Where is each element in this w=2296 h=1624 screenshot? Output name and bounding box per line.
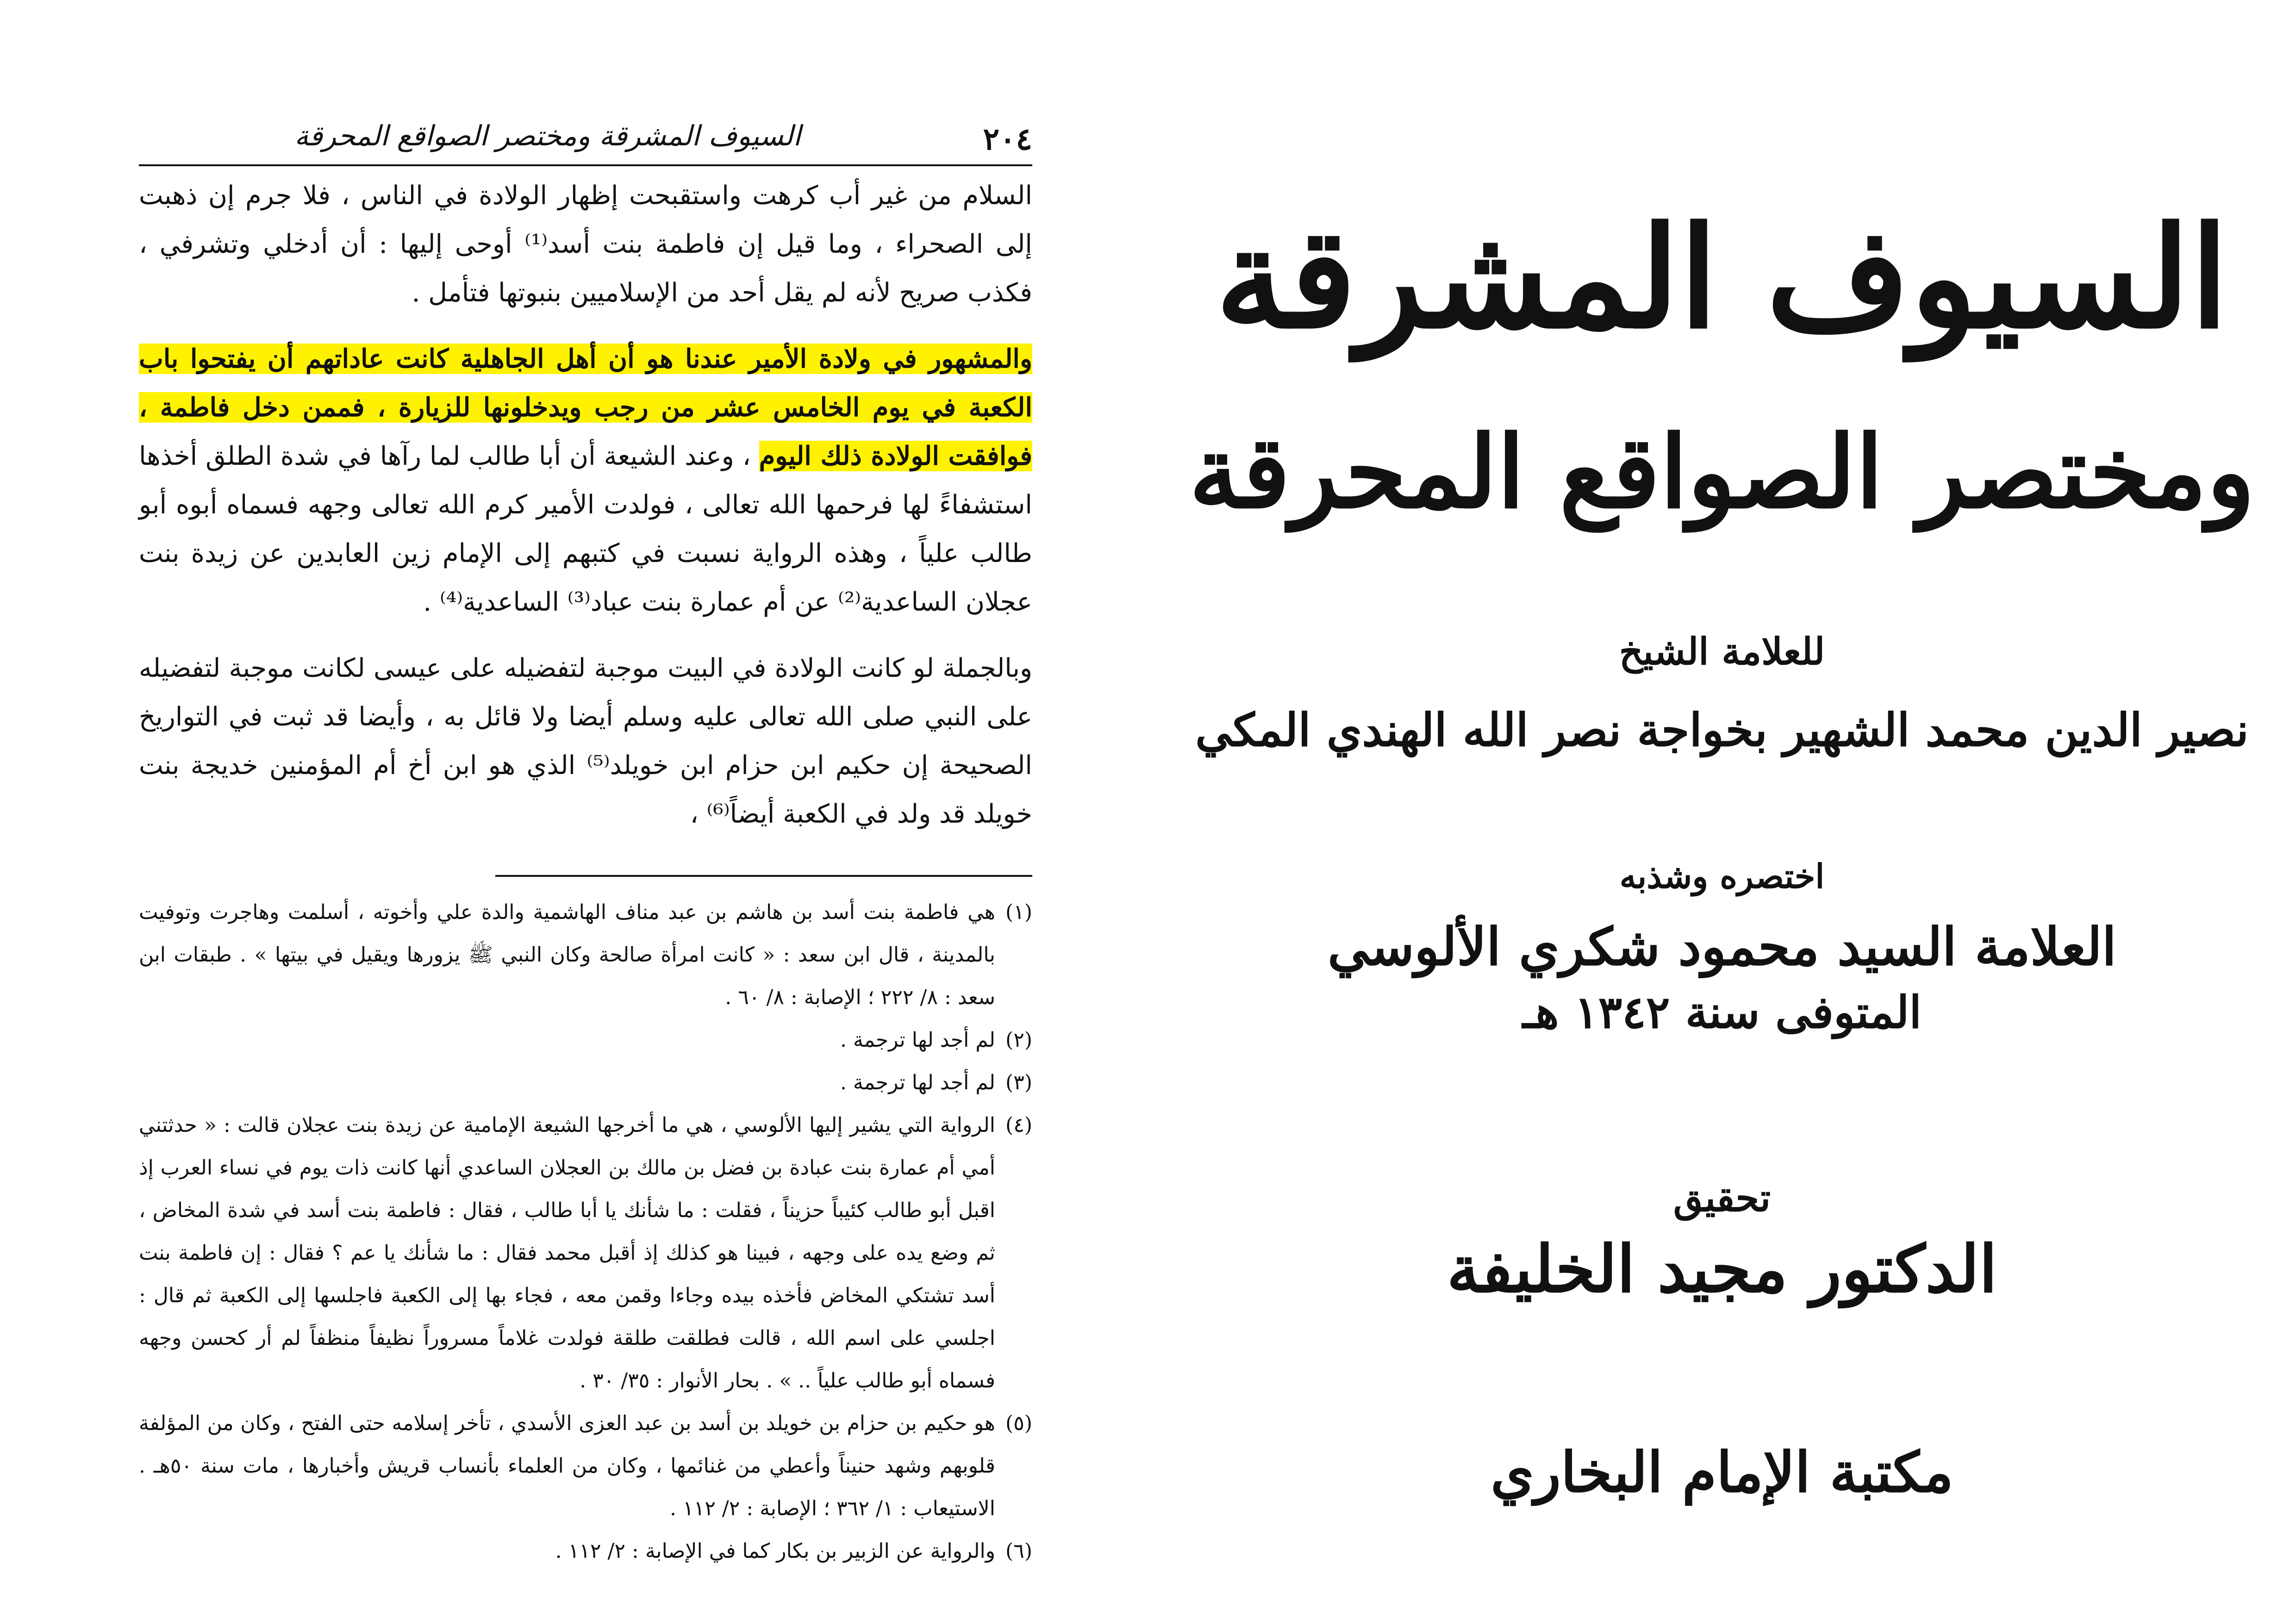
running-head (139, 118, 1032, 166)
page-number: ٢٠٤ (983, 121, 1032, 157)
footnote-number: (٥) (1005, 1412, 1032, 1435)
footnote (139, 1104, 1032, 1402)
author-intro: للعلامة الشيخ (1619, 630, 1825, 673)
paragraph-2-rest: ، وعند الشيعة أن أبا طالب لما رآها في شدة الطلق أخذها استشفاءً لها فرحمها الله تعالى ، فولدت الأمير كرم الله تعالى وجهه فسماه أبوه أبو طالب علياً ، وهذه الرواية نسبت في كتبهم إلى الإمام زين العابدين عن زيدة بنت عجلان الساعدية⁽²⁾ عن أم عمارة بنت عباد⁽³⁾ الساعدية⁽⁴⁾ . (139, 441, 1033, 617)
footnote-text: هو حكيم بن حزام بن خويلد بن أسد بن عبد العزى الأسدي ، تأخر إسلامه حتى الفتح ، وكان من المؤلفة قلوبهم وشهد حنيناً وأعطي من غنائمها ، وكان من العلماء بأنساب قريش وأخبارها ، مات سنة ٥٠هـ . الاستيعاب : ١/ ٣٦٢ ؛ الإصابة : ٢/ ١١٢ . (139, 1412, 995, 1520)
footnote-number: (٤) (1005, 1113, 1032, 1137)
footnote-divider (495, 875, 1032, 877)
title-page (1148, 0, 2296, 1624)
main-text (139, 171, 1032, 838)
footnote-number: (٣) (1005, 1071, 1032, 1094)
footnote-number: (٢) (1005, 1028, 1032, 1052)
footnote-number: (٦) (1005, 1539, 1032, 1563)
footnote (139, 1530, 1032, 1573)
running-title: السيوف المشرقة ومختصر الصواقع المحرقة (294, 120, 801, 152)
footnotes (139, 891, 1032, 1573)
footnote (139, 1019, 1032, 1062)
footnote-text: لم أجد لها ترجمة . (840, 1028, 995, 1052)
footnote (139, 891, 1032, 1019)
abridged-by-label: اختصره وشذبه (1619, 856, 1825, 896)
editor-name: الدكتور مجيد الخليفة (1447, 1231, 1997, 1307)
footnote-text: والرواية عن الزبير بن بكار كما في الإصابة : ٢/ ١١٢ . (555, 1539, 995, 1563)
footnote (139, 1402, 1032, 1530)
footnote-text: لم أجد لها ترجمة . (840, 1071, 995, 1094)
footnote-text: هي فاطمة بنت أسد بن هاشم بن عبد مناف الهاشمية والدة علي وأخوته ، أسلمت وهاجرت وتوفيت بالمدينة ، قال ابن سعد : « كانت امرأة صالحة وكان النبي ﷺ يزورها ويقيل في بيتها » . طبقات ابن سعد : ٨/ ٢٢٢ ؛ الإصابة : ٨/ ٦٠ . (139, 900, 995, 1009)
footnote-number: (١) (1005, 900, 1032, 924)
footnote-text: الرواية التي يشير إليها الألوسي ، هي ما أخرجها الشيعة الإمامية عن زيدة بنت عجلان قالت : « حدثتني أمي أم عمارة بنت عبادة بن فضل بن مالك بن العجلان الساعدي أنها كانت ذات يوم في نساء العرب إذ اقبل أبو طالب كئيباً حزيناً ، فقلت : ما شأنك يا أبا طالب ، فقال : فاطمة بنت أسد في شدة المخاض ، ثم وضع يده على وجهه ، فبينا هو كذلك إذ أقبل محمد فقال : ما شأنك يا عم ؟ فقال : إن فاطمة بنت أسد تشتكي المخاض فأخذه بيده وجاءا وقمن معه ، فجاء بها إلى الكعبة فاجلسها إلى الكعبة ثم قال : اجلسي على اسم الله ، قالت فطلقت طلقة فولدت غلاماً مسروراً نظيفاً منظفاً لم أر كحسن وجهه فسماه أبو طالب علياً .. » . بحار الأنوار : ٣٥/ ٣٠ . (139, 1113, 995, 1393)
highlighted-text: والمشهور في ولادة الأمير عندنا هو أن أهل الجاهلية كانت عاداتهم أن يفتحوا باب الكعبة في يوم الخامس عشر من رجب ويدخلونها للزيارة ، فممن دخل فاطمة ، فوافقت الولادة ذلك اليوم (139, 344, 1033, 471)
tahqiq-label: تحقيق (1673, 1176, 1771, 1220)
author-name: نصير الدين محمد الشهير بخواجة نصر الله الهندي المكي (1195, 704, 2249, 757)
paragraph-2 (139, 335, 1032, 626)
paragraph-1: السلام من غير أب كرهت واستقبحت إظهار الولادة في الناس ، فلا جرم إن ذهبت إلى الصحراء ، وما قيل إن فاطمة بنت أسد⁽¹⁾ أوحى إليها : أن أدخلي وتشرفي ، فكذب صريح لأنه لم يقل أحد من الإسلاميين بنبوتها فتأمل . (139, 181, 1033, 308)
publisher-name: مكتبة الإمام البخاري (1491, 1440, 1953, 1505)
book-subtitle: ومختصر الصواقع المحرقة (1189, 413, 2255, 531)
book-title: السيوف المشرقة (1215, 196, 2229, 359)
abridger-name: العلامة السيد محمود شكري الألوسي (1328, 917, 2116, 977)
paragraph-3: وبالجملة لو كانت الولادة في البيت موجبة لتفضيله على عيسى لكانت موجبة لتفضيله على النبي صلى الله تعالى عليه وسلم أيضا ولا قائل به ، وأيضا قد ثبت في التواريخ الصحيحة إن حكيم ابن حزام ابن خويلد⁽⁵⁾ الذي هو ابن أخ أم المؤمنين خديجة بنت خويلد قد ولد في الكعبة أيضاً⁽⁶⁾ ، (139, 653, 1033, 829)
footnote (139, 1062, 1032, 1104)
abridger-death-year: المتوفى سنة ١٣٤٢ هـ (1522, 986, 1922, 1038)
